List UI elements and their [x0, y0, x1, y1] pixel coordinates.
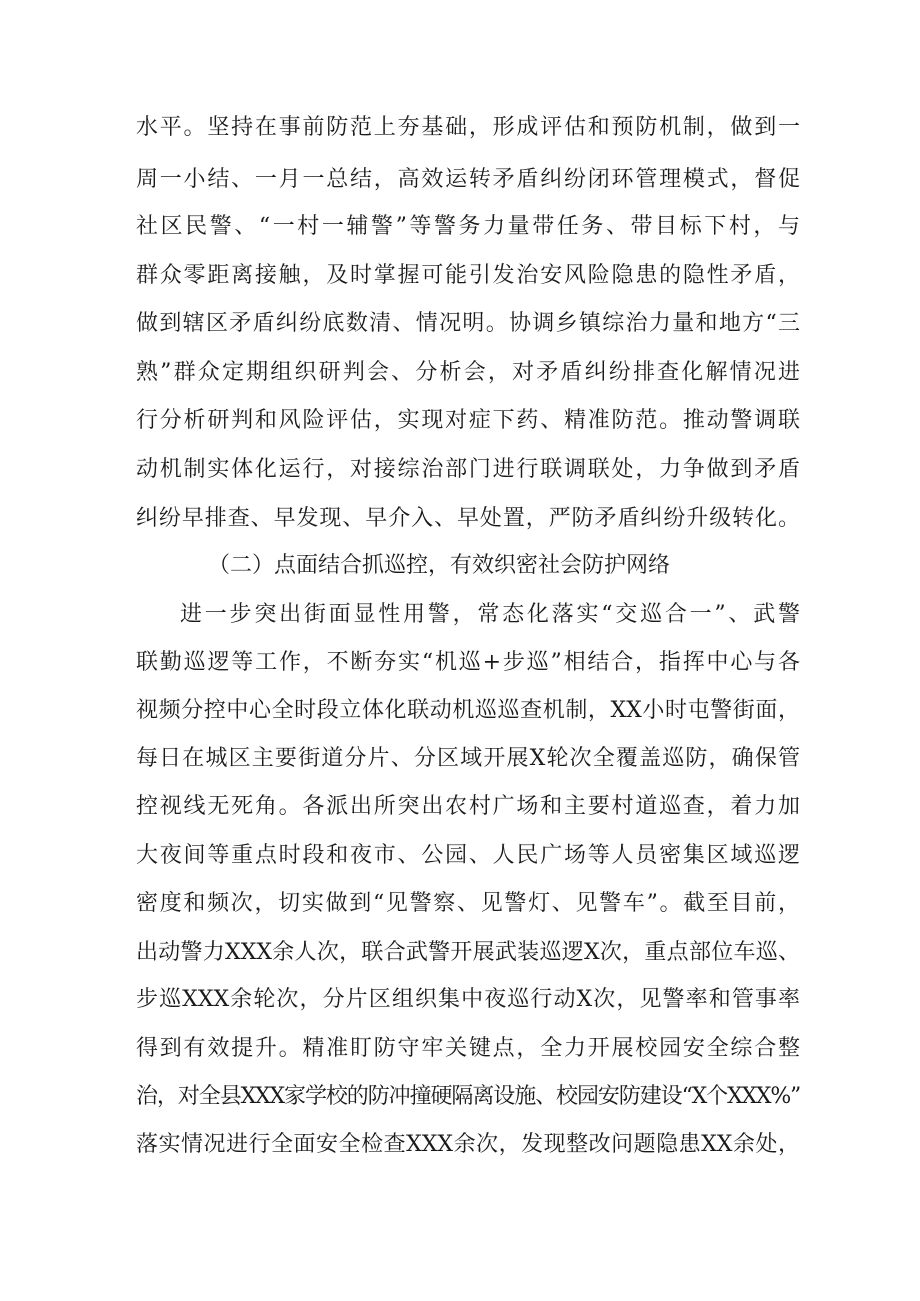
paragraph-line: 每日在城区主要街道分片、分区域开展X轮次全覆盖巡防，确保管: [136, 746, 800, 771]
paragraph-line: 控视线无死角。各派出所突出农村广场和主要村道巡查，着力加: [136, 794, 800, 819]
paragraph-line: 治，对全县XXX家学校的防冲撞硬隔离设施、校园安防建设“X个XXX%”: [136, 1084, 800, 1109]
paragraph-line: 动机制实体化运行，对接综治部门进行联调联处，力争做到矛盾: [136, 457, 800, 482]
paragraph-line: 联勤巡逻等工作，不断夯实“机巡+步巡”相结合，指挥中心与各: [136, 650, 800, 675]
paragraph-line: 密度和频次，切实做到“见警察、见警灯、见警车”。截至目前，: [136, 891, 800, 916]
paragraph-line: 进一步突出街面显性用警，常态化落实“交巡合一”、武警: [180, 602, 800, 627]
paragraph-line: 群众零距离接触，及时掌握可能引发治安风险隐患的隐性矛盾，: [136, 263, 800, 288]
paragraph-line: 社区民警、“一村一辅警”等警务力量带任务、带目标下村，与: [136, 214, 800, 239]
paragraph-line: 出动警力XXX余人次，联合武警开展武装巡逻X次，重点部位车巡、: [136, 940, 800, 965]
paragraph-line: 得到有效提升。精准盯防守牢关键点，全力开展校园安全综合整: [136, 1036, 800, 1061]
paragraph-line: 做到辖区矛盾纠纷底数清、情况明。协调乡镇综治力量和地方“三: [136, 311, 800, 336]
paragraph-line: 行分析研判和风险评估，实现对症下药、精准防范。推动警调联: [136, 408, 800, 433]
section-heading: （二）点面结合抓巡控，有效织密社会防护网络: [208, 553, 671, 578]
paragraph-line: 纠纷早排查、早发现、早介入、早处置，严防矛盾纠纷升级转化。: [136, 506, 800, 531]
paragraph-line: 落实情况进行全面安全检查XXX余次，发现整改问题隐患XX余处，: [136, 1132, 800, 1157]
paragraph-line: 大夜间等重点时段和夜市、公园、人民广场等人员密集区域巡逻: [136, 843, 800, 868]
paragraph-line: 视频分控中心全时段立体化联动机巡巡查机制，XX小时屯警街面，: [136, 698, 800, 723]
paragraph-line: 周一小结、一月一总结，高效运转矛盾纠纷闭环管理模式，督促: [136, 167, 800, 192]
paragraph-line: 步巡XXX余轮次，分片区组织集中夜巡行动X次，见警率和管事率: [136, 987, 800, 1012]
paragraph-line: 熟”群众定期组织研判会、分析会，对矛盾纠纷排查化解情况进: [136, 360, 800, 385]
paragraph-line: 水平。坚持在事前防范上夯基础，形成评估和预防机制，做到一: [136, 115, 800, 140]
